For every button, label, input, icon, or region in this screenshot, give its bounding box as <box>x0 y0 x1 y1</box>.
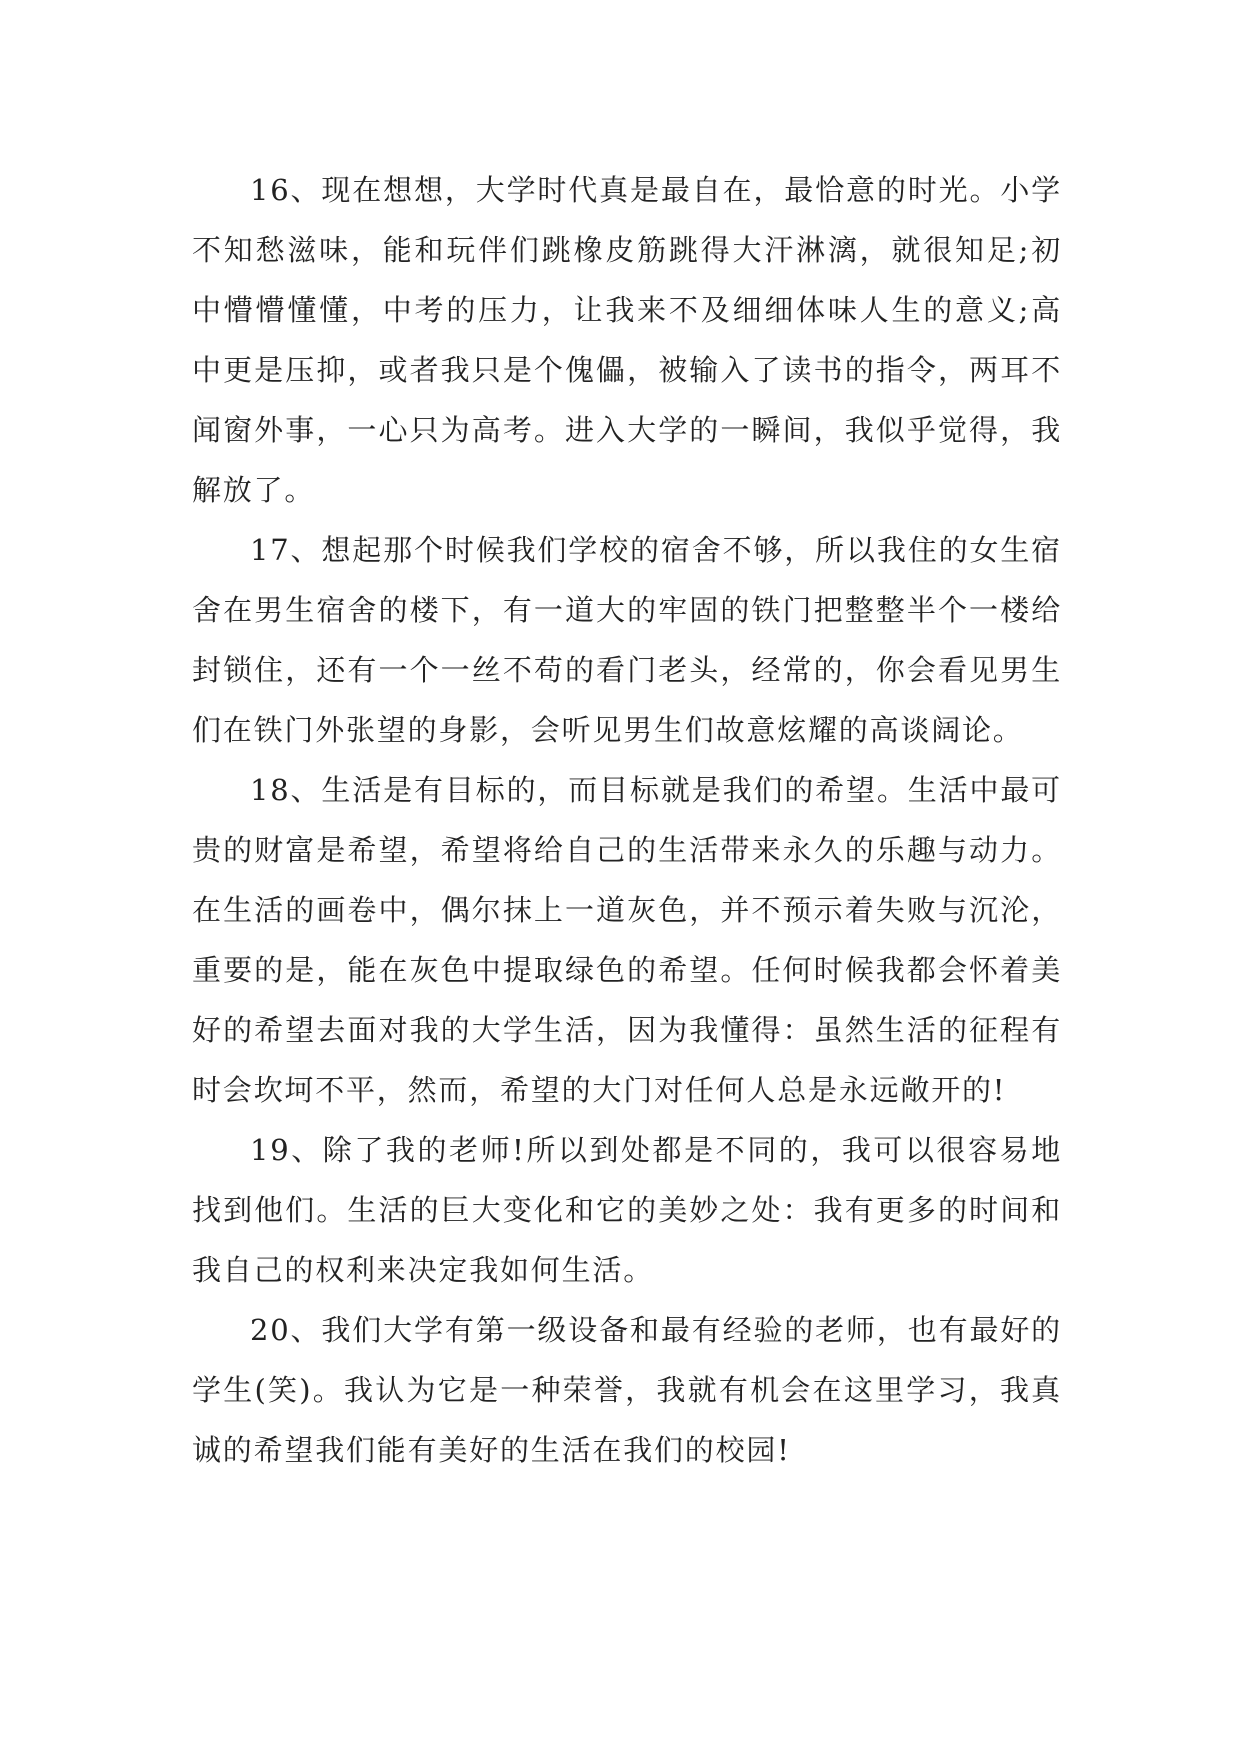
paragraph-17: 17、想起那个时候我们学校的宿舍不够，所以我住的女生宿舍在男生宿舍的楼下，有一道大的牢固的铁门把整整半个一楼给封锁住，还有一个一丝不苟的看门老头，经常的，你会看见男生们在铁门外张望的身影，会听见男生们故意炫耀的高谈阔论。 <box>192 533 1062 747</box>
paragraph-16: 16、现在想想，大学时代真是最自在，最恰意的时光。小学不知愁滋味，能和玩伴们跳橡皮筋跳得大汗淋漓，就很知足;初中懵懵懂懂，中考的压力，让我来不及细细体味人生的意义;高中更是压抑，或者我只是个傀儡，被输入了读书的指令，两耳不闻窗外事，一心只为高考。进入大学的一瞬间，我似乎觉得，我解放了。 <box>192 173 1062 507</box>
paragraph-20: 20、我们大学有第一级设备和最有经验的老师，也有最好的学生(笑)。我认为它是一种荣誉，我就有机会在这里学习，我真诚的希望我们能有美好的生活在我们的校园! <box>192 1313 1062 1467</box>
paragraph-18: 18、生活是有目标的，而目标就是我们的希望。生活中最可贵的财富是希望，希望将给自己的生活带来永久的乐趣与动力。在生活的画卷中，偶尔抹上一道灰色，并不预示着失败与沉沦，重要的是，能在灰色中提取绿色的希望。任何时候我都会怀着美好的希望去面对我的大学生活，因为我懂得：虽然生活的征程有时会坎坷不平，然而，希望的大门对任何人总是永远敞开的! <box>192 773 1062 1107</box>
paragraph-19: 19、除了我的老师!所以到处都是不同的，我可以很容易地找到他们。生活的巨大变化和它的美妙之处：我有更多的时间和我自己的权利来决定我如何生活。 <box>192 1133 1062 1287</box>
document-body <box>192 160 1062 1480</box>
